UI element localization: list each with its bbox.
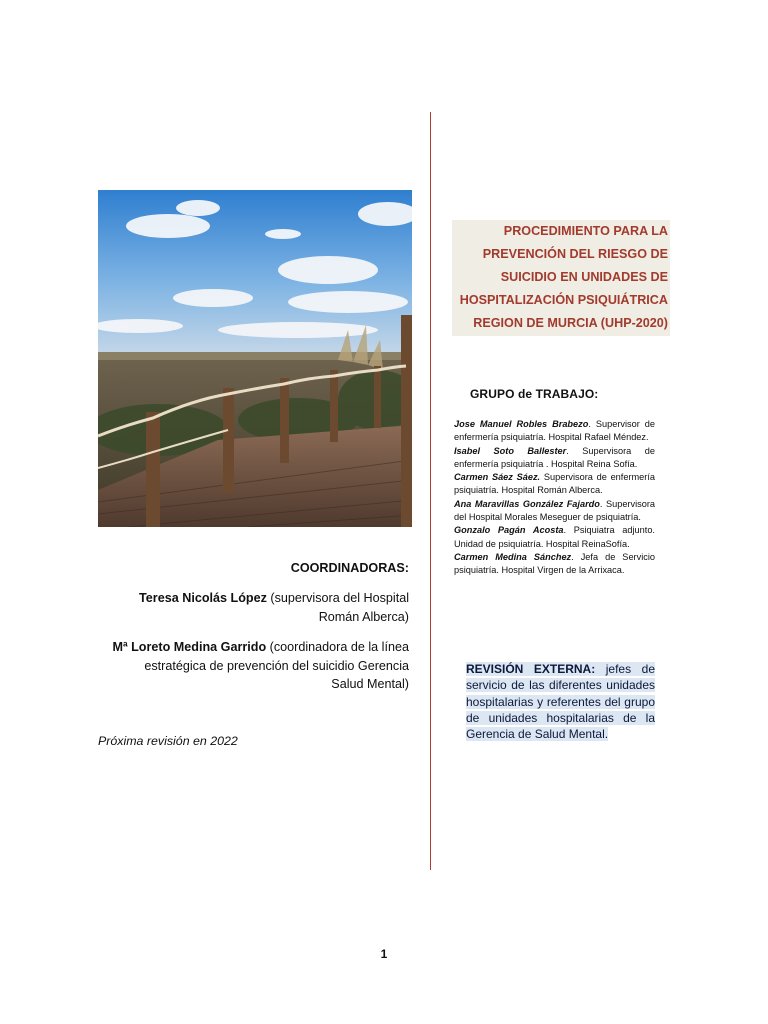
next-revision-note: Próxima revisión en 2022 [98, 734, 238, 748]
member-entry [454, 551, 655, 578]
external-review-label: REVISIÓN EXTERNA: [466, 662, 596, 676]
member-name: Gonzalo Pagán Acosta [454, 525, 564, 536]
title-line: HOSPITALIZACIÓN PSIQUIÁTRICA [459, 293, 668, 307]
title-line: PREVENCIÓN DEL RIESGO DE [482, 247, 668, 261]
title-line: PROCEDIMIENTO PARA LA [503, 224, 668, 238]
member-description: . Psiquiatra adjunto. Unidad de psiquiatría. Hospital ReinaSofía. [454, 525, 655, 549]
member-name: Carmen Medina Sánchez [454, 551, 572, 562]
member-entry [454, 418, 655, 445]
working-group-members [454, 418, 655, 578]
member-name: Ana Maravillas González Fajardo [454, 498, 600, 509]
title-line: REGION DE MURCIA (UHP-2020) [473, 316, 668, 330]
member-name: Carmen Sáez Sáez. [454, 472, 541, 483]
page-number: 1 [380, 947, 388, 961]
member-entry [454, 524, 655, 551]
member-description: . Supervisor de enfermería psiquiatría. Hospital Rafael Méndez. [454, 419, 655, 443]
external-review-note [466, 661, 655, 742]
cover-photo-boardwalk [98, 190, 412, 527]
member-description: Supervisora de enfermería psiquiatría. Hospital Román Alberca. [454, 472, 655, 496]
member-name: Jose Manuel Robles Brabezo [454, 419, 589, 429]
coordinator-entry [109, 638, 409, 694]
member-description: . Jefa de Servicio psiquiatría. Hospital Virgen de la Arrixaca. [454, 551, 655, 576]
document-title-box [452, 220, 670, 336]
member-entry [454, 471, 655, 498]
working-group-heading: GRUPO de TRABAJO: [470, 387, 599, 401]
coordinator-description: (supervisora del Hospital Román Alberca) [266, 591, 409, 624]
coordinator-name: Mª Loreto Medina Garrido [112, 640, 267, 654]
member-description: . Supervisora del Hospital Morales Meseguer de psiquiatría. [454, 498, 655, 523]
coordinator-description: (coordinadora de la línea estratégica de prevención del suicidio Gerencia Salud Mental) [144, 640, 409, 691]
external-review-highlight [466, 662, 655, 741]
member-entry [454, 445, 655, 472]
vertical-divider [430, 112, 431, 870]
coordinator-name: Teresa Nicolás López [139, 591, 267, 605]
coordinators-heading: COORDINADORAS: [290, 561, 409, 575]
title-line: SUICIDIO EN UNIDADES DE [500, 270, 668, 284]
member-description: . Supervisora de enfermería psiquiatría . Hospital Reina Sofía. [454, 445, 655, 469]
member-name: Isabel Soto Ballester [454, 445, 567, 456]
external-review-text: jefes de servicio de las diferentes unidades hospitalarias y referentes del grupo de unidades hospitalarias de la Gerencia de Salud Mental. [466, 662, 655, 742]
member-entry [454, 498, 655, 525]
coordinator-entry [109, 589, 409, 626]
